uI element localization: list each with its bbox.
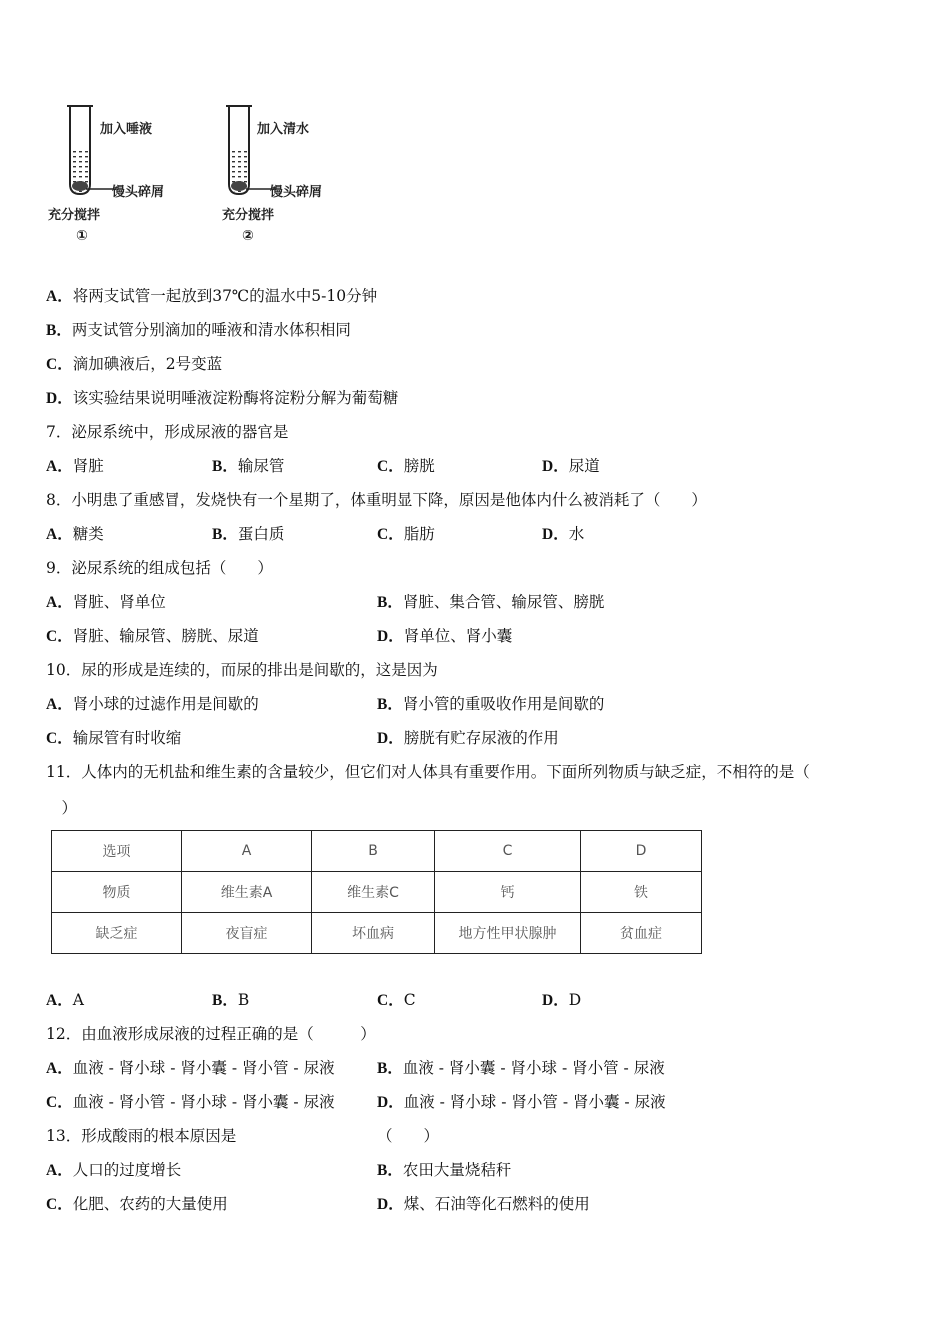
- q6-option-c: C．滴加碘液后，2号变蓝: [46, 355, 223, 373]
- q10-option-c: C．输尿管有时收缩: [46, 729, 182, 747]
- q11-table: [51, 830, 702, 954]
- q12-option-d: D．血液 - 肾小球 - 肾小管 - 肾小囊 - 尿液: [377, 1093, 666, 1111]
- q7-option-a: A．肾脏: [46, 457, 104, 475]
- table-cell: C: [435, 831, 581, 872]
- q13-stem: 13．形成酸雨的根本原因是: [46, 1127, 237, 1145]
- table-cell: 维生素C: [312, 872, 435, 913]
- q11-option-d: D．D: [542, 991, 582, 1009]
- table-cell: 贫血症: [581, 913, 702, 954]
- q10-option-d: D．膀胱有贮存尿液的作用: [377, 729, 559, 747]
- q6-option-d: D．该实验结果说明唾液淀粉酶将淀粉分解为葡萄糖: [46, 389, 399, 407]
- test-tube-1-illustration: [60, 100, 100, 200]
- table-cell: D: [581, 831, 702, 872]
- table-cell: 选项: [52, 831, 182, 872]
- q9-option-c: C．肾脏、输尿管、膀胱、尿道: [46, 627, 259, 645]
- q7-option-c: C．膀胱: [377, 457, 435, 475]
- q13-option-c: C．化肥、农药的大量使用: [46, 1195, 228, 1213]
- table-cell: A: [182, 831, 312, 872]
- q7-option-d: D．尿道: [542, 457, 600, 475]
- q10-option-b: B．肾小管的重吸收作用是间歇的: [377, 695, 605, 713]
- table-cell: 坏血病: [312, 913, 435, 954]
- q9-stem: 9．泌尿系统的组成包括（ ）: [46, 559, 273, 577]
- table-cell: 地方性甲状腺肿: [435, 913, 581, 954]
- q13-option-a: A．人口的过度增长: [46, 1161, 182, 1179]
- q10-stem: 10．尿的形成是连续的，而尿的排出是间歇的，这是因为: [46, 661, 438, 679]
- q13-blank: （ ）: [377, 1127, 440, 1145]
- table-row: [52, 872, 702, 913]
- q9-option-b: B．肾脏、集合管、输尿管、膀胱: [377, 593, 605, 611]
- q6-option-b: B．两支试管分别滴加的唾液和清水体积相同: [46, 321, 351, 339]
- tube1-add-label: 加入唾液: [100, 122, 153, 137]
- table-cell: 夜盲症: [182, 913, 312, 954]
- table-cell: B: [312, 831, 435, 872]
- q12-stem: 12．由血液形成尿液的过程正确的是（ ）: [46, 1025, 376, 1043]
- q8-stem: 8．小明患了重感冒，发烧快有一个星期了，体重明显下降，原因是他体内什么被消耗了（ ）: [46, 491, 707, 509]
- q7-option-b: B．输尿管: [212, 457, 285, 475]
- tube2-number: ②: [242, 228, 254, 244]
- q11-option-b: B．B: [212, 991, 250, 1009]
- table-cell: 维生素A: [182, 872, 312, 913]
- q13-option-d: D．煤、石油等化石燃料的使用: [377, 1195, 590, 1213]
- q12-option-c: C．血液 - 肾小管 - 肾小球 - 肾小囊 - 尿液: [46, 1093, 335, 1111]
- tube2-add-label: 加入清水: [257, 122, 310, 137]
- q11-stem-line2: ）: [46, 799, 78, 817]
- q7-stem: 7．泌尿系统中，形成尿液的器官是: [46, 423, 289, 441]
- q12-option-a: A．血液 - 肾小球 - 肾小囊 - 肾小管 - 尿液: [46, 1059, 335, 1077]
- tube1-crumbs-label: 馒头碎屑: [112, 185, 165, 200]
- table-cell: 铁: [581, 872, 702, 913]
- q8-option-c: C．脂肪: [377, 525, 435, 543]
- q13-option-b: B．农田大量烧秸秆: [377, 1161, 512, 1179]
- tube1-number: ①: [76, 228, 88, 244]
- q11-option-c: C．C: [377, 991, 416, 1009]
- q6-option-a: A．将两支试管一起放到37℃的温水中5-10分钟: [46, 287, 378, 305]
- tube2-crumbs-label: 馒头碎屑: [270, 185, 323, 200]
- q8-option-d: D．水: [542, 525, 585, 543]
- table-row: [52, 913, 702, 954]
- table-cell: 物质: [52, 872, 182, 913]
- test-tube-2-illustration: [219, 100, 259, 200]
- tube2-stir-label: 充分搅拌: [222, 208, 275, 223]
- q8-option-a: A．糖类: [46, 525, 104, 543]
- q10-option-a: A．肾小球的过滤作用是间歇的: [46, 695, 259, 713]
- q12-option-b: B．血液 - 肾小囊 - 肾小球 - 肾小管 - 尿液: [377, 1059, 665, 1077]
- table-cell: 钙: [435, 872, 581, 913]
- table-cell: 缺乏症: [52, 913, 182, 954]
- tube1-stir-label: 充分搅拌: [48, 208, 101, 223]
- q11-option-a: A．A: [46, 991, 84, 1009]
- q11-stem-line1: 11．人体内的无机盐和维生素的含量较少，但它们对人体具有重要作用。下面所列物质与缺乏症，不相符的是（: [46, 763, 810, 781]
- q8-option-b: B．蛋白质: [212, 525, 285, 543]
- q9-option-d: D．肾单位、肾小囊: [377, 627, 513, 645]
- table-row: [52, 831, 702, 872]
- q9-option-a: A．肾脏、肾单位: [46, 593, 166, 611]
